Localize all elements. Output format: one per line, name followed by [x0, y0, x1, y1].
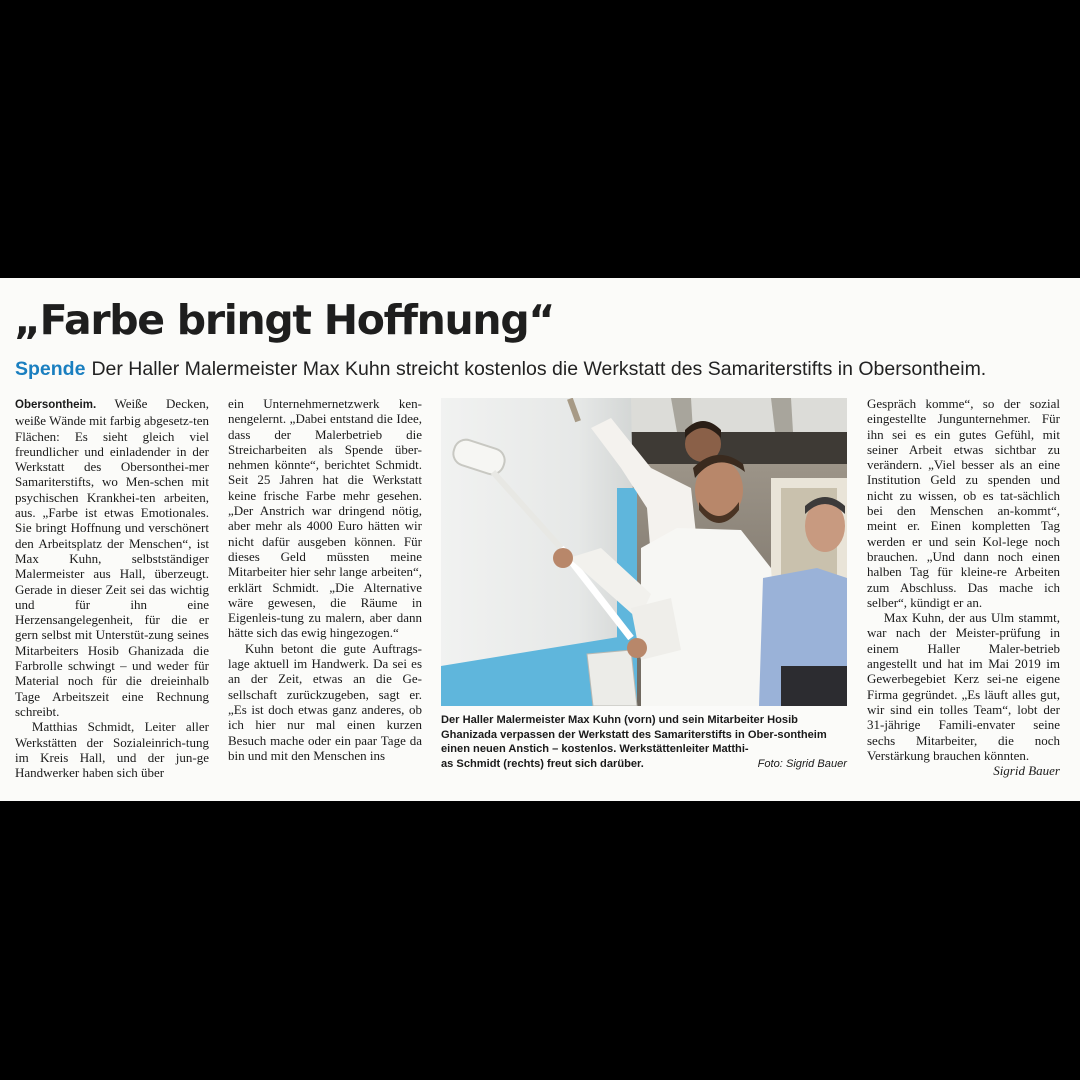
subheadline-text: Der Haller Malermeister Max Kuhn streicht kostenlos die Werkstatt des Samariterstifts in Obersontheim.	[91, 358, 987, 380]
byline: Sigrid Bauer	[993, 763, 1060, 779]
paragraph	[867, 610, 1060, 778]
text-column-3	[867, 396, 1060, 778]
paragraph: Kuhn betont die gute Auftrags-lage aktuell im Handwerk. Da sei es an der Zeit, etwas an die Ge-sellschaft zurückzugeben, sagt er. „Es ist doch etwas ganz anderes, ob ich hier nur mal einen kurzen Besuch mache oder ein paar Tage da bin und mit den Menschen ins	[228, 640, 422, 763]
photo-caption	[441, 713, 847, 772]
paragraph: Gespräch komme“, so der sozial eingestellte Jungunternehmer. Für ihn sei es ein gutes Gefühl, mit seiner Arbeit etwas sichtbar zu verändern. „Viel besser als an eine Institution Geld zu spenden und nicht zu wissen, ob es tat-sächlich bei den Menschen an-kommt“, meint er. Einen kompletten Tag werden er und sein Kol-lege noch brauchen. „Und dann noch einen halben Tag für kleine-re Arbeiten zum Abschluss. Das mache ich selber“, kündigt er an.	[867, 396, 1060, 610]
paragraph-text: Max Kuhn, der aus Ulm stammt, war nach der Meister-prüfung in einem Haller Maler-betrieb angestellt und hat im Mai 2019 im Gewerbegebiet Kerz sei-ne eigene Firma gegründet. „Es läuft alles gut, wir sind ein tolles Team“, lobt der 31-jährige Famili-envater seine sechs Mitarbeiter, die noch Verstärkung brauchen könnten.	[867, 610, 1060, 763]
text-column-2	[228, 396, 422, 763]
subheadline	[15, 360, 986, 380]
newspaper-clipping	[0, 278, 1080, 801]
article-photo	[441, 398, 847, 706]
paragraph-text: Weiße Decken, weiße Wände mit farbig abgesetz-ten Flächen: Es sieht gleich viel freundlicher und einladender in der Werkstatt des Obersonthei-mer Samariterstifts, wo Men-schen mit psychischen Krankhei-ten arbeiten, aus. „Farbe ist etwas Emotionales. Sie bringt Hoffnung und verschönert den Arbeitsplatz der Menschen“, ist Max Kuhn, selbstständiger Malermeister aus Hall, überzeugt. Gerade in dieser Zeit sei das wichtig und für ihn eine Herzensangelegenheit, für die er gern selbst mit Unterstüt-zung seines Mitarbeiters Hosib Ghanizada die Farbrolle schwingt – und weder für Material noch für die dreieinhalb Tage Arbeitszeit eine Rechnung schreibt.	[15, 396, 209, 719]
dateline: Obersontheim.	[15, 399, 97, 411]
caption-text-end: as Schmidt (rechts) freut sich darüber.	[441, 758, 644, 771]
kicker: Spende	[15, 358, 86, 380]
caption-text: Der Haller Malermeister Max Kuhn (vorn) und sein Mitarbeiter Hosib Ghanizada verpassen der Werkstatt des Samariterstifts in Ober-sontheim einen neuen Anstich – kostenlos. Werkstättenleiter Matthi-	[441, 714, 827, 756]
paragraph: ein Unternehmernetzwerk ken-nengelernt. „Dabei entstand die Idee, dass der Malerbetrieb die Streicharbeiten als Spende über-nehmen könnte“, berichtet Schmidt. Seit 25 Jahren hat die Werkstatt keine frische Farbe mehr gesehen. „Der Anstrich war dringend nötig, aber mehr als 4000 Euro hätten wir nicht dafür ausgeben können. Für dieses Geld müssten meine Mitarbeiter hier sehr lange arbeiten“, erklärt Schmidt. „Die Alternative wäre gewesen, die Räume in Eigenleis-tung zu malern, aber dann hätte sich das ewig hingezogen.“	[228, 396, 422, 641]
text-column-1	[15, 396, 209, 780]
paragraph: Matthias Schmidt, Leiter aller Werkstätten der Sozialeinrich-tung im Kreis Hall, und der jun-ge Handwerker haben sich über	[15, 719, 209, 781]
headline: „Farbe bringt Hoffnung“	[14, 296, 555, 344]
photo-credit: Foto: Sigrid Bauer	[757, 758, 847, 771]
paragraph	[15, 396, 209, 719]
